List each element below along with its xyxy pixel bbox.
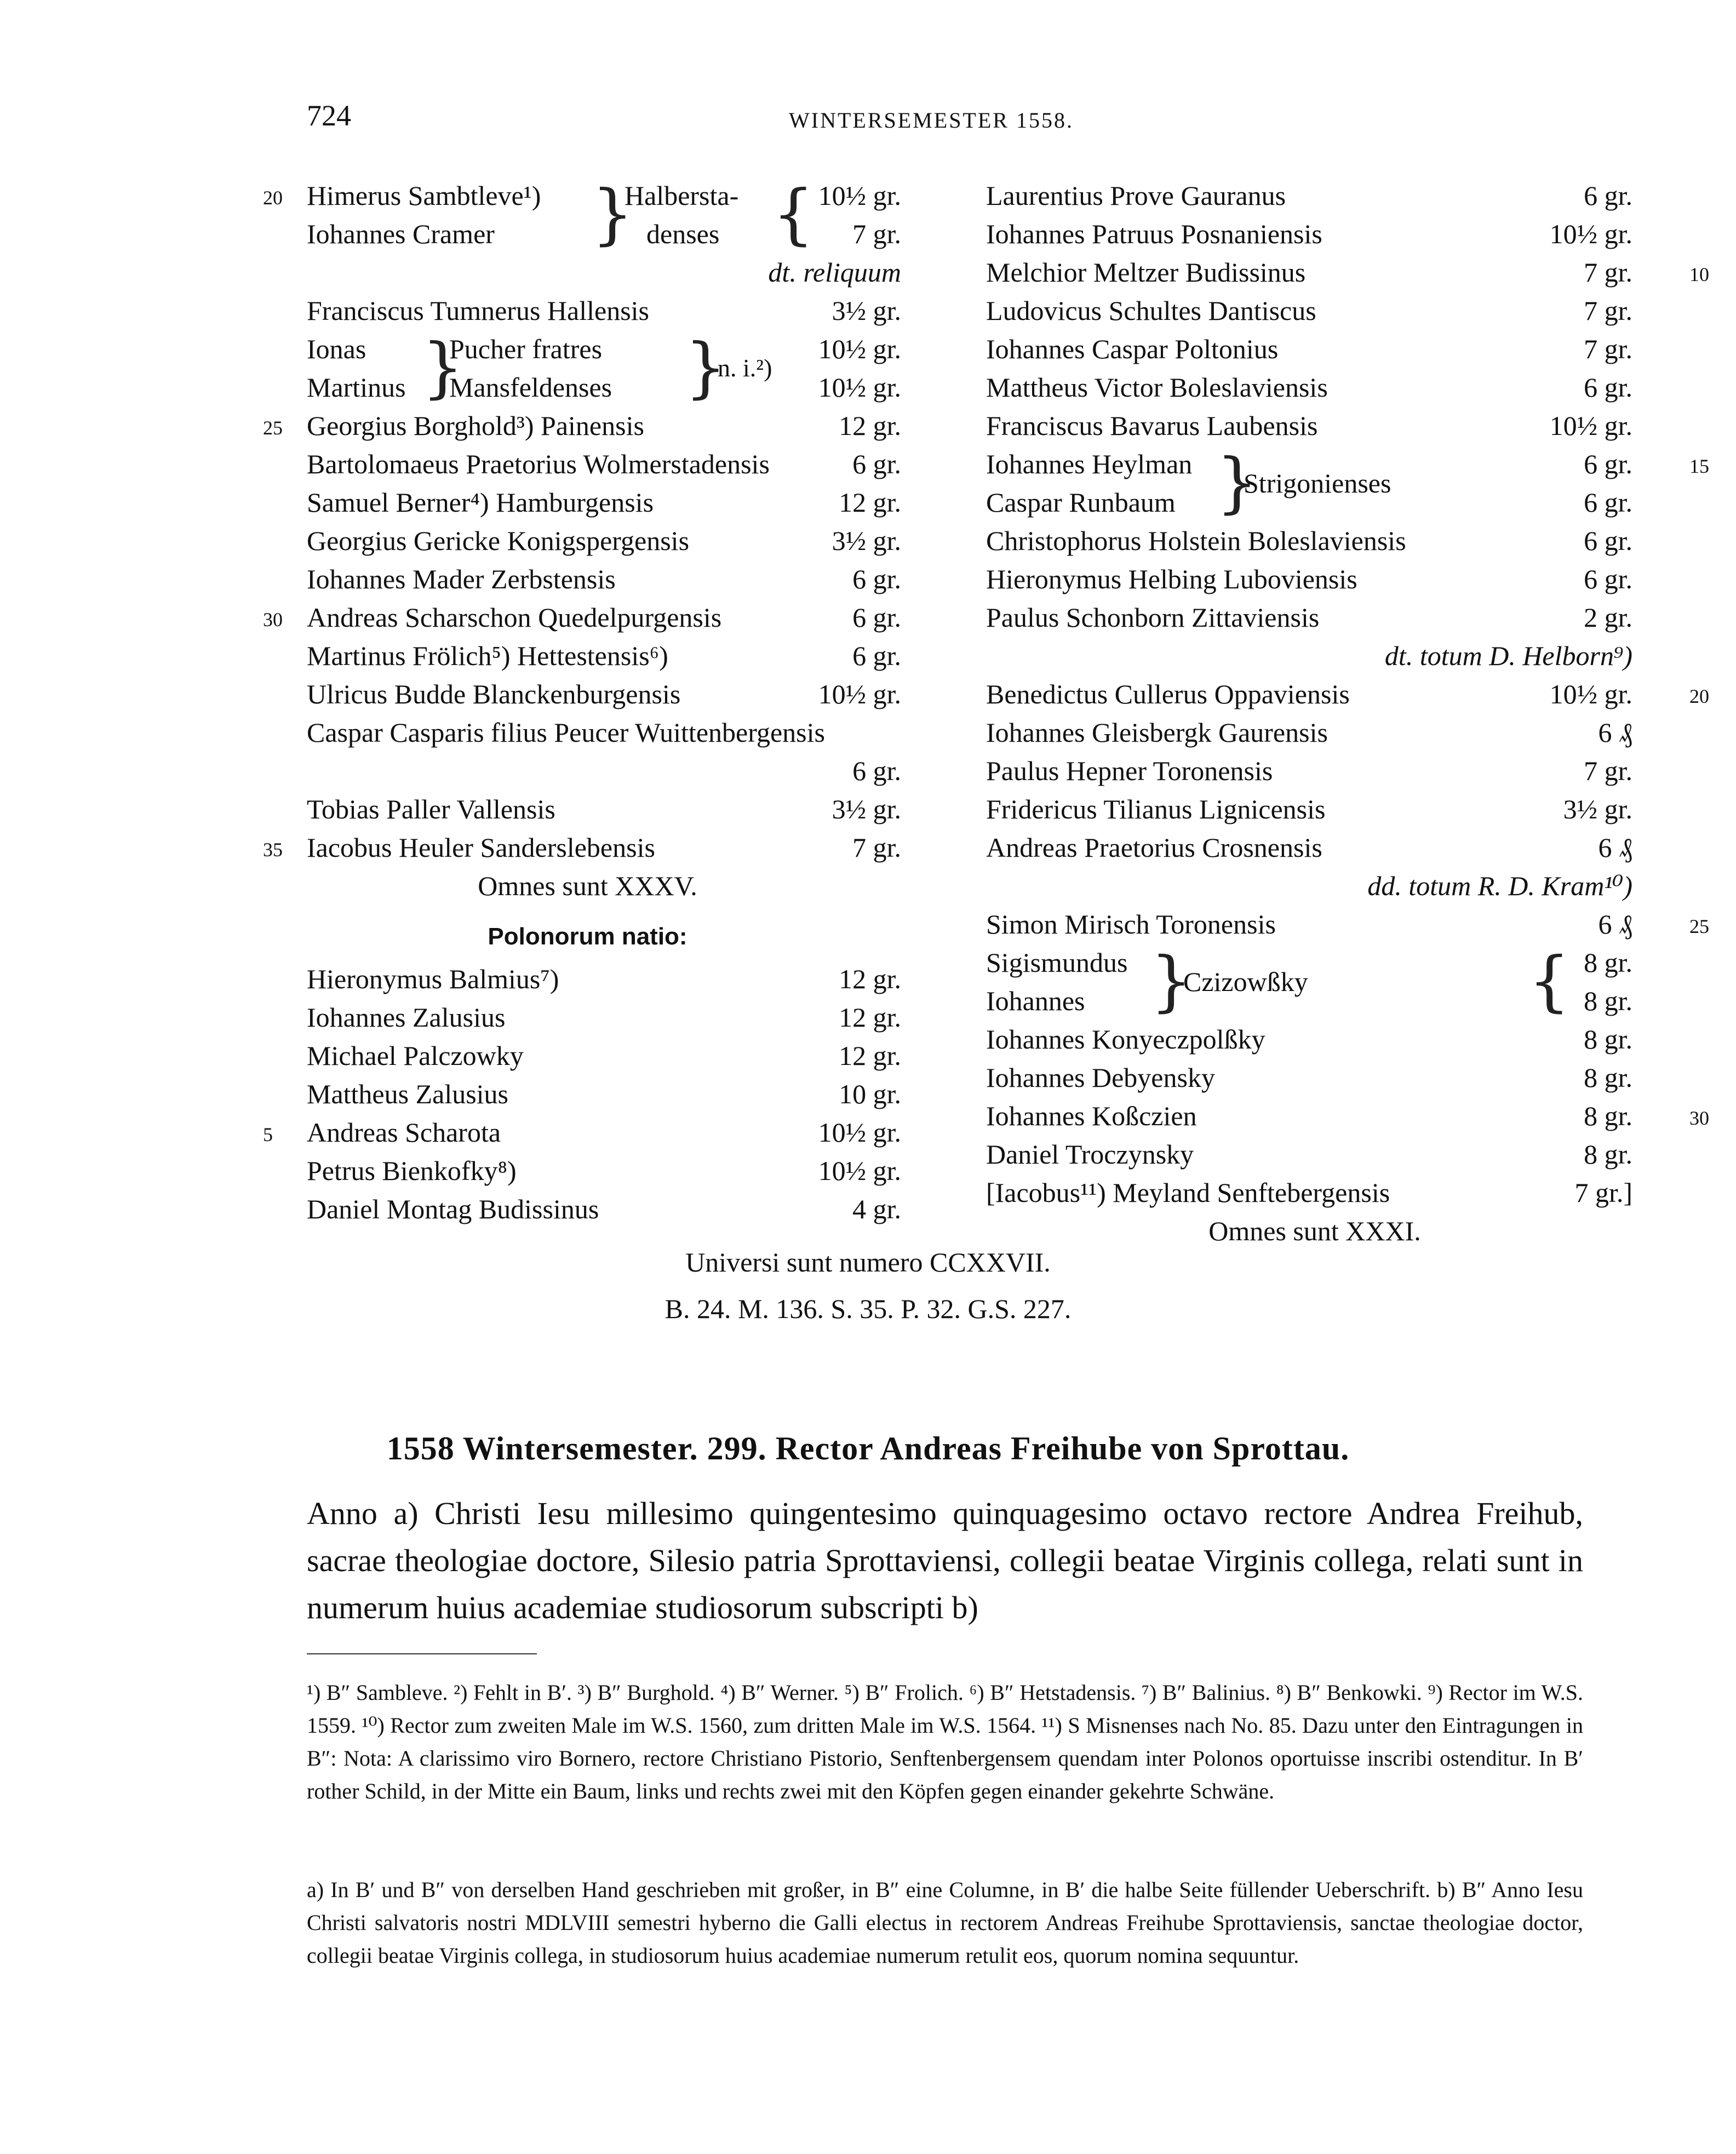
fee-amount: 6 gr. [1584, 487, 1632, 518]
right-brace: } [1216, 445, 1258, 521]
entries-block [263, 406, 912, 867]
fee-amount: 6 ₰ [1598, 909, 1632, 939]
line-number: 15 [1689, 455, 1709, 477]
entry-row [986, 176, 1643, 215]
entry-row [986, 560, 1643, 598]
fee-amount: 2 gr. [1584, 602, 1632, 633]
line-number: 5 [263, 1124, 273, 1145]
entry-row [263, 291, 912, 330]
student-name: Iohannes Heylman [986, 449, 1193, 479]
fee-amount: 8 gr. [1584, 1101, 1632, 1131]
line-number: 35 [263, 839, 283, 861]
fee-amount: 3½ gr. [832, 794, 901, 824]
brace-group-strigonienses [986, 445, 1709, 522]
student-name: Daniel Troczynsky [986, 1139, 1194, 1170]
entry-row [986, 713, 1643, 752]
entry-row [263, 560, 912, 598]
student-name: Franciscus Bavarus Laubensis [986, 410, 1318, 441]
fee-amount: 12 gr. [839, 410, 901, 441]
entry-row [986, 368, 1643, 406]
entry-row [263, 752, 912, 790]
entry-row [986, 598, 1643, 637]
student-name: Laurentius Prove Gauranus [986, 180, 1286, 211]
fee-amount: 10½ gr. [818, 372, 901, 403]
entry-row [986, 253, 1709, 291]
right-column [986, 176, 1709, 1250]
right-brace: } [422, 330, 464, 406]
fee-amount: 7 gr. [852, 219, 901, 249]
entry-row [263, 1152, 912, 1190]
fee-amount: 6 gr. [852, 640, 901, 671]
fee-amount: 10½ gr. [818, 334, 901, 364]
group-label: Halbersta- [624, 180, 739, 211]
entry-row [263, 713, 912, 752]
entry-row [986, 406, 1643, 445]
running-title: WINTERSEMESTER 1558. [789, 108, 1074, 133]
payment-note: dt. totum D. Helborn⁹) [1384, 640, 1632, 671]
student-name: Michael Palczowky [307, 1040, 524, 1071]
student-name: Bartolomaeus Praetorius Wolmerstadensis [307, 449, 770, 479]
left-brace: { [772, 176, 815, 253]
student-name: Petrus Bienkofky⁸) [307, 1155, 517, 1186]
entry-row [986, 1058, 1643, 1097]
student-name: Daniel Montag Budissinus [307, 1194, 599, 1224]
intro-paragraph: Anno a) Christi Iesu millesimo quingentesimo quinquagesimo octavo rectore Andrea Freihub, sacrae theologiae doctore, Silesio patria Sprottaviensi, collegii beatae Virginis collega, relati sunt in numerum huius academiae studiosorum subscripti b) [307, 1496, 1583, 1625]
student-name: Iacobus Heuler Sanderslebensis [307, 832, 655, 863]
fee-amount: 6 gr. [852, 449, 901, 479]
student-name: Paulus Hepner Toronensis [986, 755, 1273, 786]
fee-amount: 3½ gr. [832, 295, 901, 326]
entry-row [263, 675, 912, 713]
fee-amount: 8 gr. [1584, 1062, 1632, 1093]
student-name: Paulus Schonborn Zittaviensis [986, 602, 1320, 633]
fee-amount: 10½ gr. [818, 1117, 901, 1148]
student-name: Iohannes Koßczien [986, 1101, 1197, 1131]
fee-amount: 10½ gr. [818, 1155, 901, 1186]
group-label: denses [646, 219, 720, 249]
group-note: n. i.²) [718, 354, 772, 382]
group-summary: Omnes sunt XXXI. [1208, 1216, 1421, 1246]
fee-amount: 6 gr. [852, 564, 901, 594]
fee-amount: 8 gr. [1584, 1139, 1632, 1170]
right-brace: } [592, 176, 634, 253]
fee-amount: 6 gr. [1584, 525, 1632, 556]
natio-heading-wrap [263, 905, 912, 960]
student-name: Ulricus Budde Blanckenburgensis [307, 679, 681, 709]
fee-amount: 6 gr. [1584, 372, 1632, 403]
student-name: Iohannes [986, 986, 1085, 1016]
entry-row [263, 1075, 912, 1113]
entry-row [986, 1020, 1643, 1058]
entry-row [263, 1036, 912, 1075]
fee-amount: 6 gr. [852, 602, 901, 633]
entry-row [986, 291, 1643, 330]
fee-amount: 3½ gr. [832, 525, 901, 556]
entry-row [263, 522, 912, 560]
section-title: 1558 Wintersemester. 299. Rector Andreas Freihube von Sprottau. [386, 1430, 1350, 1466]
faculty-breakdown: B. 24. M. 136. S. 35. P. 32. G.S. 227. [664, 1293, 1072, 1324]
entry-row [986, 330, 1643, 368]
entry-row [263, 960, 912, 998]
fee-amount: 8 gr. [1584, 986, 1632, 1016]
group-label: Czizowßky [1183, 966, 1308, 997]
entry-row [986, 522, 1643, 560]
footnote-divider [307, 1653, 537, 1654]
line-number: 20 [263, 187, 283, 209]
entry-row [986, 215, 1643, 253]
entry-row [263, 445, 912, 483]
student-name: Iohannes Caspar Poltonius [986, 334, 1279, 364]
fee-amount: 12 gr. [839, 1040, 901, 1071]
left-column [263, 176, 912, 1228]
fee-amount: 10½ gr. [1549, 410, 1632, 441]
entry-row [986, 675, 1709, 713]
student-name: Benedictus Cullerus Oppaviensis [986, 679, 1350, 709]
student-name: Sigismundus [986, 947, 1128, 978]
student-name: Andreas Scharota [307, 1117, 501, 1148]
line-number: 25 [1689, 915, 1709, 937]
fee-amount: 6 ₰ [1598, 832, 1632, 863]
fee-amount: 10½ gr. [1549, 219, 1632, 249]
student-name: Martinus [307, 372, 406, 403]
fee-amount: 10 gr. [839, 1079, 901, 1109]
fee-amount: 12 gr. [839, 964, 901, 994]
footnotes-numeric: ¹) B″ Sambleve. ²) Fehlt in B′. ³) B″ Burghold. ⁴) B″ Werner. ⁵) B″ Frolich. ⁶) B″ Hetstadensis. ⁷) B″ Balinius. ⁸) B″ Benkowki. ⁹) Rector im W.S. 1559. ¹⁰) Rector zum zweiten Male im W.S. 1560, zum dritten Male im W.S. 1564. ¹¹) S Misnenses nach No. 85. Dazu unter den Eintragungen in B″: Nota: A clarissimo viro Bornero, rectore Christiano Pistorio, Senftenbergensem quendam inter Polonos oportuisse inscribi ostenditur. In B′ rother Schild, in der Mitte ein Baum, links und rechts zwei mit den Köpfen gegen einander gekehrte Schwäne. [307, 1680, 1583, 1803]
entry-row [986, 1097, 1709, 1135]
right-brace: } [685, 330, 727, 406]
fee-amount: 6 gr. [852, 755, 901, 786]
right-brace: } [1150, 943, 1193, 1019]
group-label: Pucher fratres [449, 334, 603, 364]
entry-row [263, 1190, 912, 1228]
brace-group-pucher [263, 330, 912, 406]
payment-note: dd. totum R. D. Kram¹⁰) [1367, 870, 1632, 901]
fee-amount: 10½ gr. [818, 679, 901, 709]
fee-amount: 10½ gr. [818, 180, 901, 211]
entry-row [263, 1113, 912, 1152]
student-name: Tobias Paller Vallensis [307, 794, 555, 824]
line-number: 10 [1689, 263, 1709, 285]
entry-row [986, 752, 1643, 790]
payment-note: dt. reliquum [768, 257, 901, 288]
line-number: 30 [263, 609, 283, 631]
student-name: Mattheus Victor Boleslaviensis [986, 372, 1328, 403]
student-name: Martinus Frölich⁵) Hettestensis⁶) [307, 640, 668, 671]
fee-amount: 8 gr. [1584, 947, 1632, 978]
student-name: Iohannes Konyeczpolßky [986, 1024, 1265, 1055]
student-name: [Iacobus¹¹) Meyland Senftebergensis [986, 1177, 1390, 1208]
entry-row [986, 790, 1643, 828]
student-name: Georgius Borghold³) Painensis [307, 410, 644, 441]
student-name: Franciscus Tumnerus Hallensis [307, 295, 649, 326]
group-label: Mansfeldenses [449, 372, 612, 403]
fee-amount: 4 gr. [852, 1194, 901, 1224]
fee-amount: 7 gr. [1584, 295, 1632, 326]
student-name: Samuel Berner⁴) Hamburgensis [307, 487, 654, 518]
fee-amount: 3½ gr. [1563, 794, 1632, 824]
fee-amount: 12 gr. [839, 1002, 901, 1033]
group-label: Strigonienses [1244, 468, 1391, 499]
student-name: Iohannes Patruus Posnaniensis [986, 219, 1322, 249]
student-name: Ionas [307, 334, 366, 364]
page-number: 724 [307, 99, 351, 132]
fee-amount: 7 gr. [1584, 755, 1632, 786]
fee-amount: 6 ₰ [1598, 717, 1632, 748]
entry-row [986, 828, 1643, 867]
group-summary: Omnes sunt XXXV. [478, 870, 697, 901]
line-number: 30 [1689, 1107, 1709, 1129]
grand-total: Universi sunt numero CCXXVII. [685, 1247, 1051, 1277]
student-name: Hieronymus Balmius⁷) [307, 964, 559, 994]
student-name: Iohannes Cramer [307, 219, 495, 249]
student-name: Iohannes Debyensky [986, 1062, 1215, 1093]
entry-row [263, 998, 912, 1036]
fee-amount: 7 gr. [1584, 334, 1632, 364]
fee-amount: 6 gr. [1584, 449, 1632, 479]
student-name: Andreas Praetorius Crosnensis [986, 832, 1322, 863]
fee-amount: 7 gr. [1584, 257, 1632, 288]
student-name: Hieronymus Helbing Luboviensis [986, 564, 1357, 594]
entry-row [263, 828, 912, 867]
fee-amount: 7 gr.] [1574, 1177, 1632, 1208]
student-name: Melchior Meltzer Budissinus [986, 257, 1306, 288]
entry-row [986, 1135, 1643, 1173]
student-name: Mattheus Zalusius [307, 1079, 509, 1109]
student-name: Iohannes Gleisbergk Gaurensis [986, 717, 1328, 748]
student-name: Caspar Runbaum [986, 487, 1176, 518]
student-name: Simon Mirisch Toronensis [986, 909, 1276, 939]
student-name: Andreas Scharschon Quedelpurgensis [307, 602, 722, 633]
entry-row [263, 598, 912, 637]
brace-group-halberstadenses [263, 176, 912, 253]
brace-group-czizowsky [986, 943, 1643, 1020]
fee-amount: 6 gr. [1584, 564, 1632, 594]
student-name: Iohannes Mader Zerbstensis [307, 564, 616, 594]
left-brace: { [1528, 943, 1571, 1019]
entry-row [263, 483, 912, 522]
entry-row [986, 1173, 1643, 1212]
student-name: Christophorus Holstein Boleslaviensis [986, 525, 1406, 556]
polish-entries [263, 960, 912, 1228]
fee-amount: 8 gr. [1584, 1024, 1632, 1055]
footnotes-lettered: a) In B′ und B″ von derselben Hand geschrieben mit großer, in B″ eine Columne, in B′ die halbe Seite füllender Ueberschrift. b) B″ Anno Iesu Christi salvatoris nostri MDLVIII semestri hyberno die Galli electus in rectorem Andreas Freihube Sprottaviensis, sanctae theologiae doctor, collegii beatae Virginis collega, in studiosorum huius academiae numerum retulit eos, quorum nomina sequuntur. [307, 1877, 1583, 1968]
student-name: Iohannes Zalusius [307, 1002, 506, 1033]
entry-row [263, 790, 912, 828]
entry-row [986, 905, 1709, 943]
fee-amount: 10½ gr. [1549, 679, 1632, 709]
student-name: Georgius Gericke Konigspergensis [307, 525, 690, 556]
line-number: 20 [1689, 685, 1709, 707]
fee-amount: 7 gr. [852, 832, 901, 863]
fee-amount: 6 gr. [1584, 180, 1632, 211]
fee-amount: 12 gr. [839, 487, 901, 518]
line-number: 25 [263, 417, 283, 439]
student-name: Fridericus Tilianus Lignicensis [986, 794, 1326, 824]
entry-row [263, 637, 912, 675]
entry-row [263, 406, 912, 445]
natio-heading: Polonorum natio: [488, 923, 687, 950]
student-name: Himerus Sambtleve¹) [307, 180, 541, 211]
student-name: Ludovicus Schultes Dantiscus [986, 295, 1316, 326]
student-name: Caspar Casparis filius Peucer Wuittenbergensis [307, 717, 825, 748]
